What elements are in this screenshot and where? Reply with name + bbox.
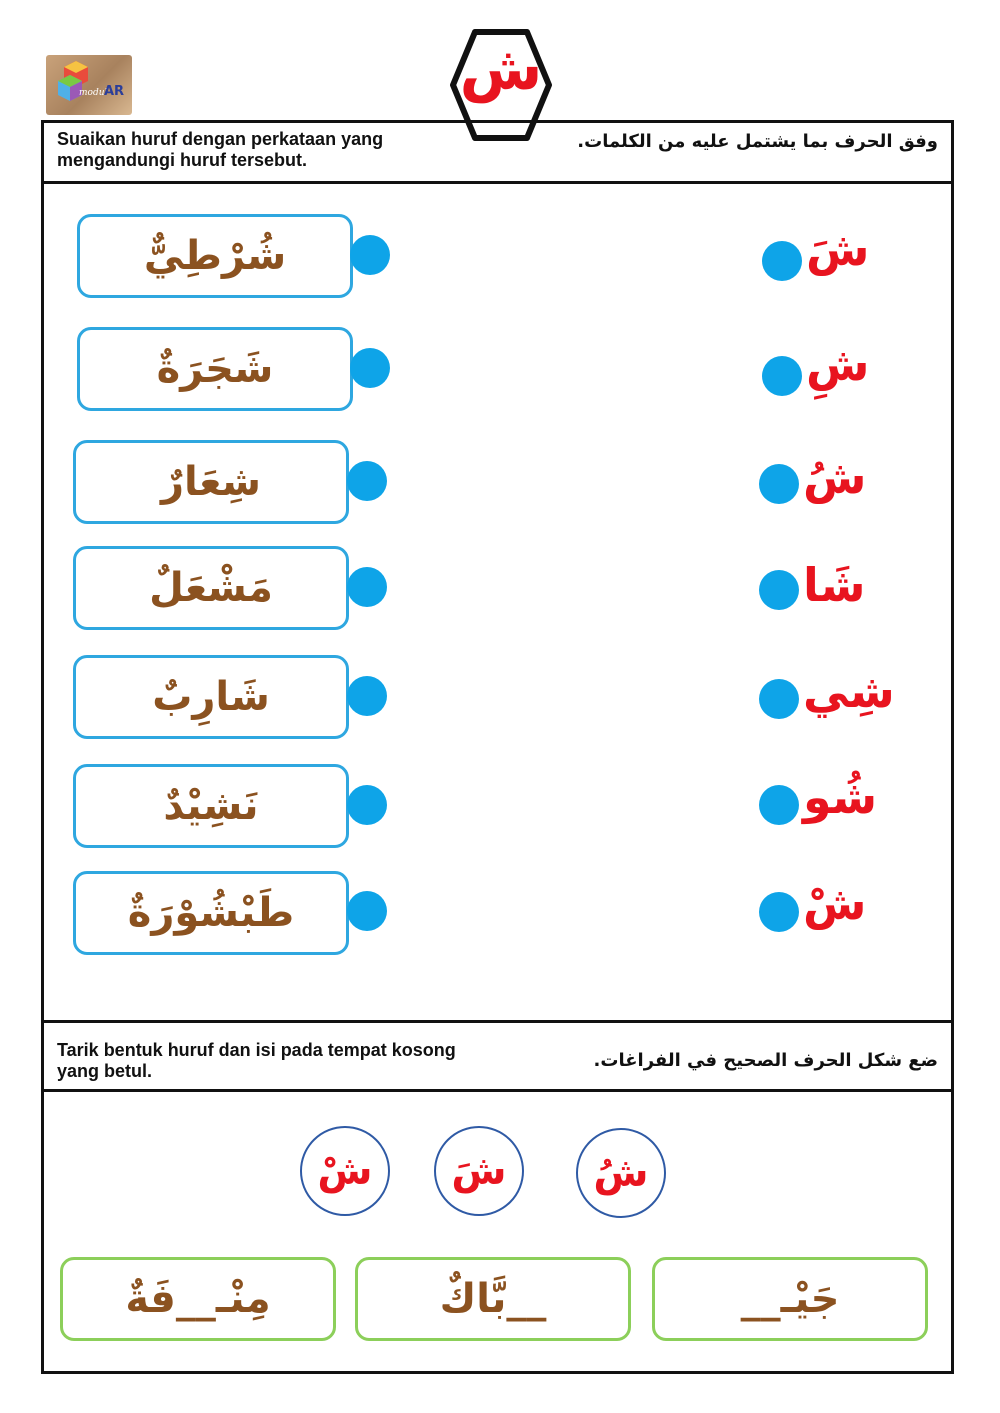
word-box-1[interactable]	[77, 214, 353, 298]
word-2: شَجَرَةٌ	[156, 346, 274, 392]
letter-2: شِ	[806, 337, 870, 391]
letter-6: شُو	[803, 770, 878, 824]
word-7: طَبْشُوْرَةٌ	[127, 890, 295, 936]
option-2: شَ	[451, 1148, 507, 1194]
word-1: شُرْطِيٌّ	[143, 233, 287, 279]
section2-instruction-malay: Tarik bentuk huruf dan isi pada tempat kosong yang betul.	[57, 1040, 456, 1081]
word-dot-3[interactable]	[347, 461, 387, 501]
section1-instruction-malay: Suaikan huruf dengan perkataan yang mengandungi huruf tersebut.	[57, 129, 384, 170]
blank-box-3[interactable]	[652, 1257, 928, 1341]
blank-box-1[interactable]	[60, 1257, 336, 1341]
logo-text-ar: AR	[104, 84, 125, 99]
title-letter: ش	[459, 34, 543, 104]
word-dot-2[interactable]	[350, 348, 390, 388]
section1-header-divider	[41, 181, 954, 184]
word-dot-6[interactable]	[347, 785, 387, 825]
letter-1: شَ	[806, 222, 870, 276]
letter-dot-4[interactable]	[759, 570, 799, 610]
letter-dot-7[interactable]	[759, 892, 799, 932]
option-3: شُ	[593, 1150, 649, 1196]
word-dot-7[interactable]	[347, 891, 387, 931]
word-box-4[interactable]	[73, 546, 349, 630]
letter-dot-3[interactable]	[759, 464, 799, 504]
option-circle-2[interactable]	[434, 1126, 524, 1216]
modul-ar-logo	[46, 55, 132, 115]
section2-instruction-arabic: ضع شكل الحرف الصحيح في الفراغات.	[593, 1050, 938, 1071]
blank-box-2[interactable]	[355, 1257, 631, 1341]
logo-text-modul: modul	[79, 88, 108, 98]
section1-instruction-arabic: وفق الحرف بما يشتمل عليه من الكلمات.	[577, 131, 938, 152]
blank-word-1: مِنْـ__فَةٌ	[125, 1276, 271, 1322]
letter-5: شِي	[803, 664, 895, 718]
section-divider	[41, 1020, 954, 1023]
word-dot-4[interactable]	[347, 567, 387, 607]
word-box-3[interactable]	[73, 440, 349, 524]
word-5: شَارِبٌ	[152, 674, 270, 720]
word-box-6[interactable]	[73, 764, 349, 848]
letter-3: شُ	[803, 450, 867, 504]
option-1: شْ	[317, 1148, 373, 1194]
letter-7: شْ	[803, 876, 867, 930]
option-circle-1[interactable]	[300, 1126, 390, 1216]
word-4: مَشْعَلٌ	[149, 565, 273, 611]
word-box-7[interactable]	[73, 871, 349, 955]
letter-dot-1[interactable]	[762, 241, 802, 281]
word-box-5[interactable]	[73, 655, 349, 739]
section2-header-divider	[41, 1089, 954, 1092]
letter-4: شَا	[803, 558, 866, 612]
word-3: شِعَارٌ	[161, 459, 261, 505]
word-6: نَشِيْدٌ	[163, 783, 259, 829]
option-circle-3[interactable]	[576, 1128, 666, 1218]
word-box-2[interactable]	[77, 327, 353, 411]
letter-dot-6[interactable]	[759, 785, 799, 825]
word-dot-5[interactable]	[347, 676, 387, 716]
blank-word-2: __بَّاكٌ	[439, 1276, 547, 1322]
letter-dot-5[interactable]	[759, 679, 799, 719]
blank-word-3: جَيْـ__	[740, 1276, 840, 1322]
letter-dot-2[interactable]	[762, 356, 802, 396]
word-dot-1[interactable]	[350, 235, 390, 275]
